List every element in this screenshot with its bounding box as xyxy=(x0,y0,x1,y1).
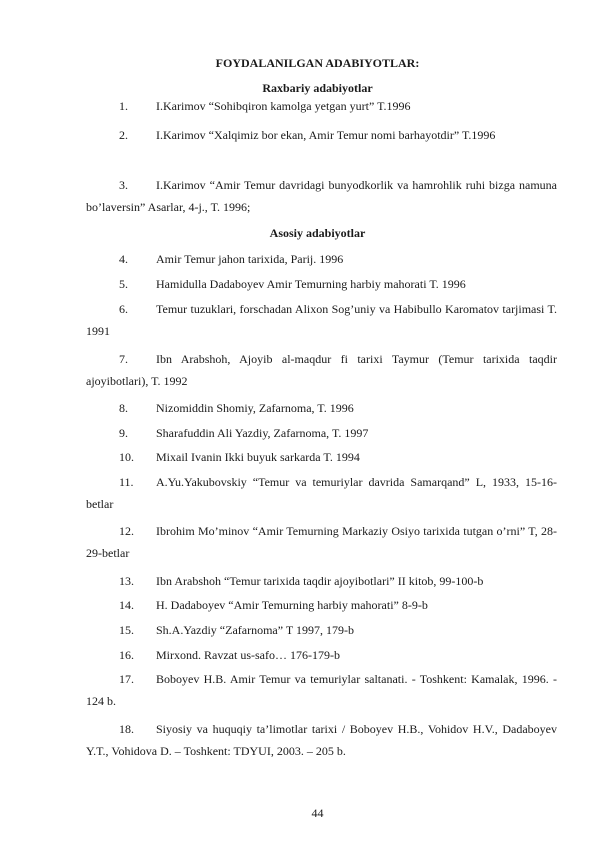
reference-text: Sh.A.Yazdiy “Zafarnoma” T 1997, 179-b xyxy=(156,623,354,637)
reference-item xyxy=(86,423,557,445)
reference-text: A.Yu.Yakubovskiy “Temur va temuriylar davrida Samarqand” L, 1933, 15-16-betlar xyxy=(86,475,557,511)
reference-number: 14. xyxy=(119,598,134,612)
reference-item xyxy=(86,125,557,147)
reference-item xyxy=(86,620,557,642)
reference-item xyxy=(86,274,557,296)
reference-text: Mixail Ivanin Ikki buyuk sarkarda T. 1994 xyxy=(156,450,360,464)
reference-text: Ibn Arabshoh “Temur tarixida taqdir ajoyibotlari” II kitob, 99-100-b xyxy=(156,574,484,588)
reference-text: Nizomiddin Shomiy, Zafarnoma, T. 1996 xyxy=(156,401,354,415)
reference-text: Siyosiy va huquqiy ta’limotlar tarixi / Boboyev H.B., Vohidov H.V., Dadaboyev Y.T., Vohidova D. – Toshkent: TDYUI, 2003. – 205 b. xyxy=(86,722,557,758)
reference-text: Hamidulla Dadaboyev Amir Temurning harbiy mahorati T. 1996 xyxy=(156,277,466,291)
reference-number: 8. xyxy=(119,401,128,415)
reference-number: 6. xyxy=(119,302,128,316)
reference-number: 17. xyxy=(119,672,134,686)
reference-item xyxy=(86,521,557,565)
reference-item xyxy=(86,96,557,118)
reference-text: H. Dadaboyev “Amir Temurning harbiy mahorati” 8-9-b xyxy=(156,598,428,612)
reference-text: Sharafuddin Ali Yazdiy, Zafarnoma, T. 1997 xyxy=(156,426,369,440)
reference-item xyxy=(86,175,557,219)
reference-number: 2. xyxy=(119,128,128,142)
reference-number: 10. xyxy=(119,450,134,464)
reference-text: Amir Temur jahon tarixida, Parij. 1996 xyxy=(156,252,344,266)
reference-number: 18. xyxy=(119,722,134,736)
reference-item xyxy=(86,472,557,516)
section-heading-primary: Raxbariy adabiyotlar xyxy=(262,81,373,95)
reference-text: I.Karimov “Xalqimiz bor ekan, Amir Temur nomi barhayotdir” T.1996 xyxy=(156,128,496,142)
reference-number: 9. xyxy=(119,426,128,440)
page-title: FOYDALANILGAN ADABIYOTLAR: xyxy=(215,56,420,70)
reference-number: 1. xyxy=(119,99,128,113)
reference-number: 11. xyxy=(119,475,134,489)
reference-text: I.Karimov “Amir Temur davridagi bunyodkorlik va hamrohlik ruhi bizga namuna bo’laversin” Asarlar, 4-j., T. 1996; xyxy=(86,178,557,214)
reference-item xyxy=(86,299,557,343)
reference-number: 4. xyxy=(119,252,128,266)
reference-text: Ibrohim Mo’minov “Amir Temurning Markaziy Osiyo tarixida tutgan o’rni” T, 28-29-betlar xyxy=(86,524,557,560)
reference-item xyxy=(86,595,557,617)
reference-number: 5. xyxy=(119,277,128,291)
reference-item xyxy=(86,669,557,713)
reference-item xyxy=(86,349,557,393)
reference-text: Ibn Arabshoh, Ajoyib al-maqdur fi tarixi Taymur (Temur tarixida taqdir ajoyibotlari), T. 1992 xyxy=(86,352,557,388)
reference-number: 15. xyxy=(119,623,134,637)
reference-number: 3. xyxy=(119,178,128,192)
reference-text: Boboyev H.B. Amir Temur va temuriylar saltanati. - Toshkent: Kamalak, 1996. - 124 b. xyxy=(86,672,557,708)
page-number: 44 xyxy=(311,806,324,820)
reference-item xyxy=(86,719,557,763)
reference-text: Mirxond. Ravzat us-safo… 176-179-b xyxy=(156,648,340,662)
reference-text: Temur tuzuklari, forschadan Alixon Sog’uniy va Habibullo Karomatov tarjimasi T. 1991 xyxy=(86,302,557,338)
reference-item xyxy=(86,249,557,271)
reference-number: 16. xyxy=(119,648,134,662)
reference-text: I.Karimov “Sohibqiron kamolga yetgan yurt” T.1996 xyxy=(156,99,411,113)
reference-item xyxy=(86,447,557,469)
reference-item xyxy=(86,645,557,667)
reference-number: 13. xyxy=(119,574,134,588)
section-heading-main: Asosiy adabiyotlar xyxy=(269,226,366,240)
reference-item xyxy=(86,571,557,593)
reference-number: 7. xyxy=(119,352,128,366)
reference-number: 12. xyxy=(119,524,134,538)
reference-item xyxy=(86,398,557,420)
